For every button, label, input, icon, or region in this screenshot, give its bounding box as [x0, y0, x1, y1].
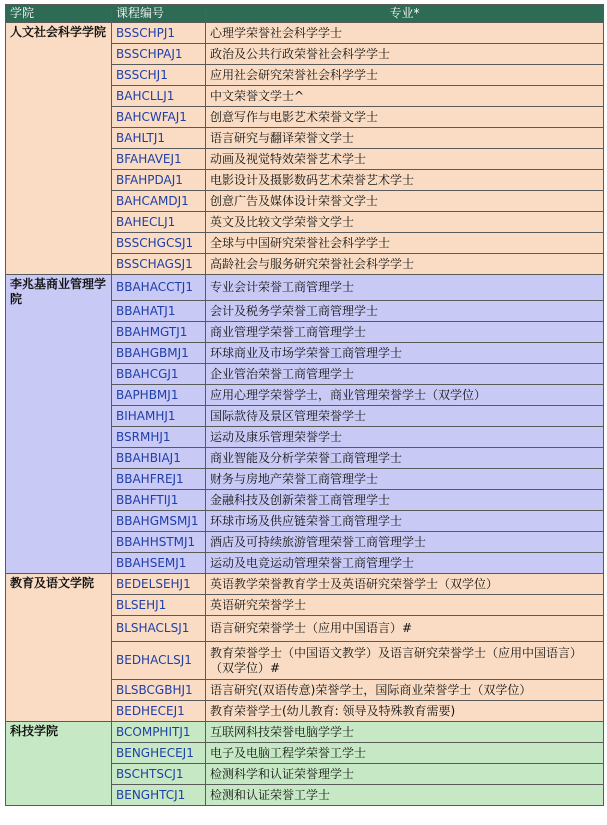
programme-major: 电影设计及摄影数码艺术荣誉艺术学士: [206, 170, 604, 191]
programme-major: 会计及税务学荣誉工商管理学士: [206, 301, 604, 322]
programme-code: BBAHSEMJ1: [112, 553, 206, 574]
programme-code: BBAHGBMJ1: [112, 343, 206, 364]
programme-major: 政治及公共行政荣誉社会科学学士: [206, 44, 604, 65]
college-name: 科技学院: [6, 722, 112, 806]
programme-code: BEDHACLSJ1: [112, 642, 206, 680]
programme-major: 应用心理学荣誉学士，商业管理荣誉学士（双学位）: [206, 385, 604, 406]
programme-major: 环球商业及市场学荣誉工商管理学士: [206, 343, 604, 364]
programme-code: BENGHECEJ1: [112, 743, 206, 764]
programme-code: BIHAMHJ1: [112, 406, 206, 427]
programme-major: 语言研究与翻译荣誉文学士: [206, 128, 604, 149]
college-name: 人文社会科学学院: [6, 23, 112, 275]
programme-code: BBAHCGJ1: [112, 364, 206, 385]
table-row: [6, 23, 604, 44]
programme-major: 运动及康乐管理荣誉学士: [206, 427, 604, 448]
programme-code: BSSCHPAJ1: [112, 44, 206, 65]
programme-major: 心理学荣誉社会科学学士: [206, 23, 604, 44]
programme-code: BAHCAMDJ1: [112, 191, 206, 212]
programme-table: [5, 4, 604, 806]
programme-major: 动画及视觉特效荣誉艺术学士: [206, 149, 604, 170]
programme-major: 检测和认证荣誉工学士: [206, 785, 604, 806]
programme-major: 中文荣誉文学士^: [206, 86, 604, 107]
table-row: [6, 722, 604, 743]
programme-code: BBAHFTIJ1: [112, 490, 206, 511]
programme-major: 全球与中国研究荣誉社会科学学士: [206, 233, 604, 254]
programme-major: 教育荣誉学士(幼儿教育: 领导及特殊教育需要): [206, 701, 604, 722]
programme-major: 商业管理学荣誉工商管理学士: [206, 322, 604, 343]
programme-major: 运动及电竞运动管理荣誉工商管理学士: [206, 553, 604, 574]
programme-code: BBAHFREJ1: [112, 469, 206, 490]
programme-major: 英语教学荣誉教育学士及英语研究荣誉学士（双学位）: [206, 574, 604, 595]
programme-code: BBAHHSTMJ1: [112, 532, 206, 553]
header-major: 专业*: [206, 5, 604, 23]
programme-code: BAPHBMJ1: [112, 385, 206, 406]
programme-code: BCOMPHITJ1: [112, 722, 206, 743]
programme-code: BSSCHAGSJ1: [112, 254, 206, 275]
programme-code: BFAHAVEJ1: [112, 149, 206, 170]
programme-major: 检测科学和认证荣誉理学士: [206, 764, 604, 785]
programme-major: 环球市场及供应链荣誉工商管理学士: [206, 511, 604, 532]
programme-code: BAHCWFAJ1: [112, 107, 206, 128]
college-name: 李兆基商业管理学院: [6, 275, 112, 574]
programme-major: 财务与房地产荣誉工商管理学士: [206, 469, 604, 490]
programme-code: BEDELSEHJ1: [112, 574, 206, 595]
programme-code: BEDHECEJ1: [112, 701, 206, 722]
programme-major: 商业智能及分析学荣誉工商管理学士: [206, 448, 604, 469]
programme-table-body: [6, 23, 604, 806]
programme-major: 专业会计荣誉工商管理学士: [206, 275, 604, 301]
programme-code: BSSCHPJ1: [112, 23, 206, 44]
programme-code: BENGHTCJ1: [112, 785, 206, 806]
header-code: 课程编号: [112, 5, 206, 23]
programme-code: BSSCHJ1: [112, 65, 206, 86]
programme-code: BFAHPDAJ1: [112, 170, 206, 191]
programme-major: 语言研究(双语传意)荣誉学士，国际商业荣誉学士（双学位）: [206, 680, 604, 701]
programme-major: 创意广告及媒体设计荣誉文学士: [206, 191, 604, 212]
programme-code: BBAHACCTJ1: [112, 275, 206, 301]
programme-code: BSSCHGCSJ1: [112, 233, 206, 254]
programme-code: BBAHGMSMJ1: [112, 511, 206, 532]
programme-major: 英语研究荣誉学士: [206, 595, 604, 616]
programme-code: BLSEHJ1: [112, 595, 206, 616]
programme-code: BAHCLLJ1: [112, 86, 206, 107]
programme-code: BAHLTJ1: [112, 128, 206, 149]
programme-major: 电子及电脑工程学荣誉工学士: [206, 743, 604, 764]
programme-major: 企业管治荣誉工商管理学士: [206, 364, 604, 385]
programme-major: 应用社会研究荣誉社会科学学士: [206, 65, 604, 86]
programme-major: 金融科技及创新荣誉工商管理学士: [206, 490, 604, 511]
header-college: 学院: [6, 5, 112, 23]
programme-major: 国际款待及景区管理荣誉学士: [206, 406, 604, 427]
college-name: 教育及语文学院: [6, 574, 112, 722]
programme-major: 英文及比较文学荣誉文学士: [206, 212, 604, 233]
programme-code: BSCHTSCJ1: [112, 764, 206, 785]
table-row: [6, 574, 604, 595]
programme-major: 教育荣誉学士（中国语文教学）及语言研究荣誉学士（应用中国语言）（双学位）#: [206, 642, 604, 680]
programme-code: BBAHBIAJ1: [112, 448, 206, 469]
programme-major: 互联网科技荣誉电脑学学士: [206, 722, 604, 743]
programme-code: BBAHMGTJ1: [112, 322, 206, 343]
programme-major: 创意写作与电影艺术荣誉文学士: [206, 107, 604, 128]
programme-major: 语言研究荣誉学士（应用中国语言）#: [206, 616, 604, 642]
programme-code: BAHECLJ1: [112, 212, 206, 233]
programme-code: BLSHACLSJ1: [112, 616, 206, 642]
programme-code: BLSBCGBHJ1: [112, 680, 206, 701]
programme-code: BBAHATJ1: [112, 301, 206, 322]
header-row: [6, 5, 604, 23]
programme-major: 酒店及可持续旅游管理荣誉工商管理学士: [206, 532, 604, 553]
table-row: [6, 275, 604, 301]
programme-code: BSRMHJ1: [112, 427, 206, 448]
programme-major: 高龄社会与服务研究荣誉社会科学学士: [206, 254, 604, 275]
